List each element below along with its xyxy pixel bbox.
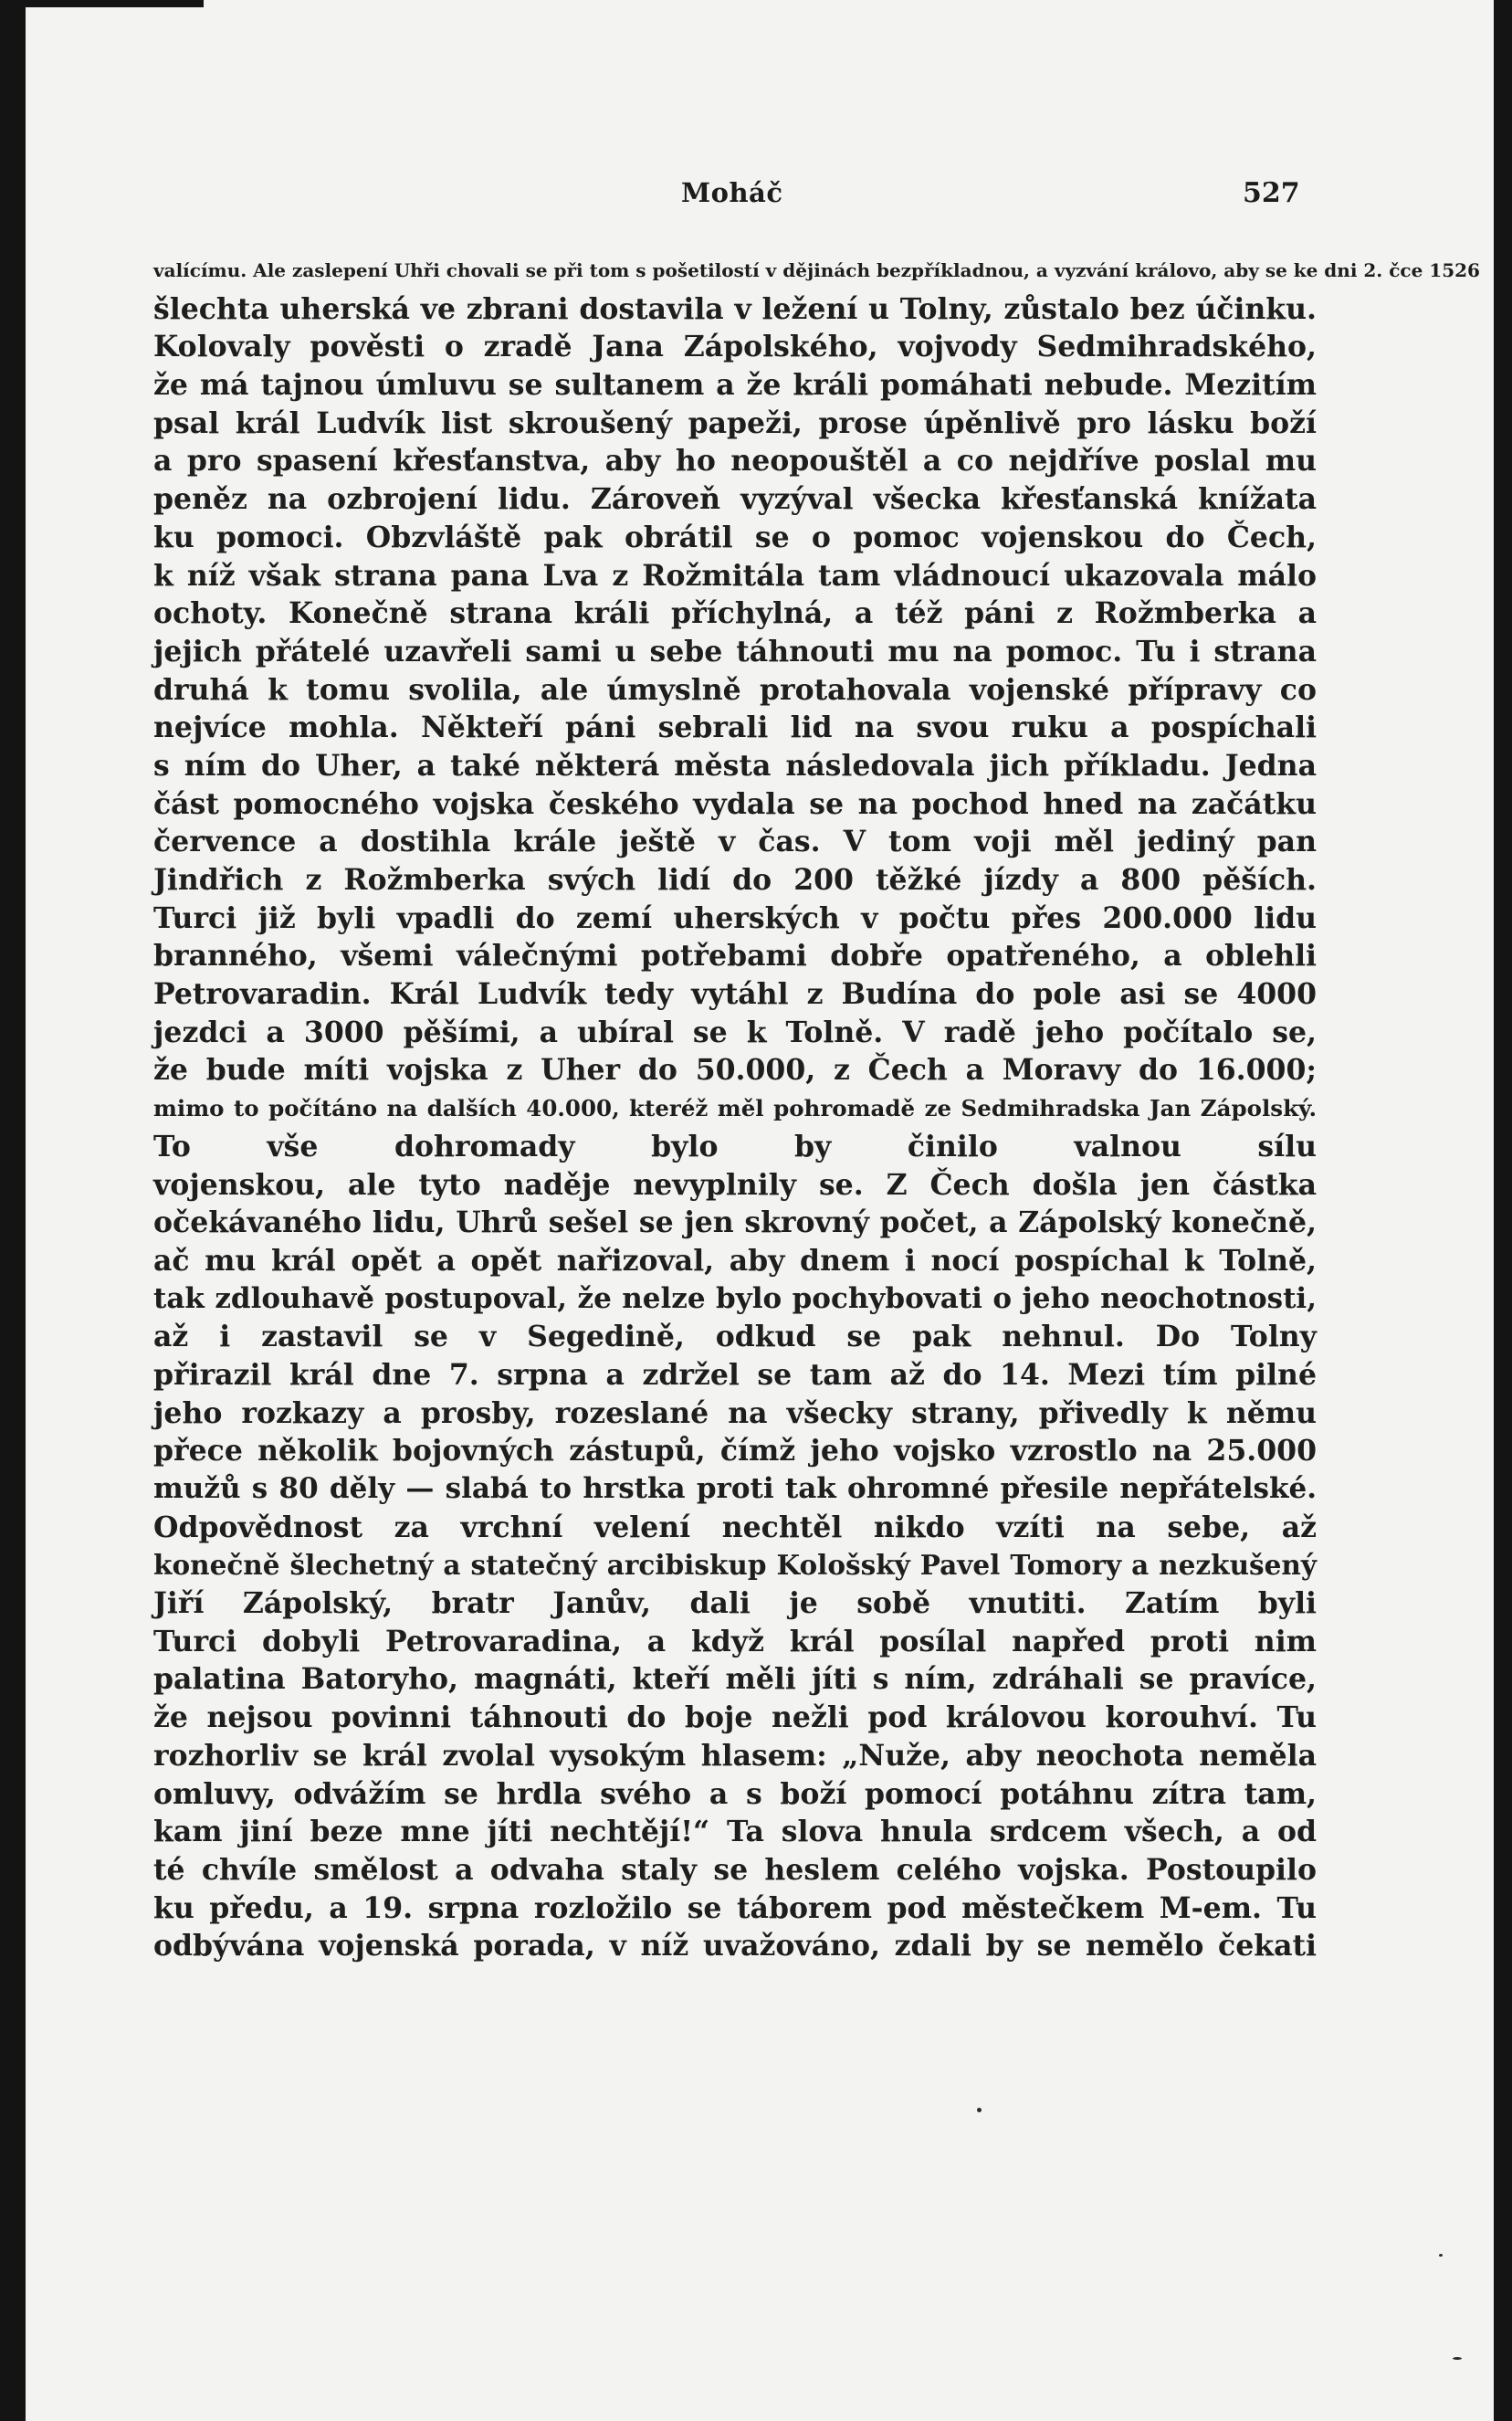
text-line: očekávaného lidu, Uhrů sešel se jen skrovný počet, a Zápolský konečně, [153,1205,1317,1240]
text-line: Turci již byli vpadli do zemí uherských v počtu přes 200.000 lidu [153,900,1317,935]
text-line: konečně šlechetný a statečný arcibiskup Kološský Pavel Tomory a nezkušený [153,1549,1317,1582]
text-line: ač mu král opět a opět nařizoval, aby dnem i nocí pospíchal k Tolně, [153,1243,1317,1278]
text-line: Kolovaly pověsti o zradě Jana Zápolského, vojvody Sedmihradského, [153,330,1317,364]
text-line: té chvíle smělost a odvaha staly se heslem celého vojska. Postoupilo [153,1852,1317,1887]
text-line: psal král Ludvík list skroušený papeži, prose úpěnlivě pro lásku boží [153,405,1317,440]
text-line: že bude míti vojska z Uher do 50.000, z Čech a Moravy do 16.000; [153,1053,1317,1088]
text-line: rozhorliv se král zvolal vysokým hlasem: „Nuže, aby neochota neměla [153,1738,1317,1773]
scan-speck [1439,2254,1443,2257]
text-line: července a dostihla krále ještě v čas. V tom voji měl jediný pan [153,825,1317,859]
text-line: kam jiní beze mne jíti nechtějí!“ Ta slova hnula srdcem všech, a od [153,1815,1317,1849]
text-line: palatina Batoryho, magnáti, kteří měli jíti s ním, zdráhali se pravíce, [153,1662,1317,1697]
running-head [26,177,1494,214]
text-line: část pomocného vojska českého vydala se na pochod hned na začátku [153,786,1317,821]
text-line: přece několik bojovných zástupů, čímž jeho vojsko vzrostlo na 25.000 [153,1434,1317,1468]
text-line: To vše dohromady bylo by činilo valnou sílu [153,1129,1317,1163]
text-line: Jindřich z Rožmberka svých lidí do 200 těžké jízdy a 800 pěších. [153,863,1317,897]
text-line: jeho rozkazy a prosby, rozeslané na všecky strany, přivedly k němu [153,1395,1317,1430]
scan-speck [977,2108,982,2112]
text-line: ku pomoci. Obzvláště pak obrátil se o pomoc vojenskou do Čech, [153,520,1317,554]
text-line: až i zastavil se v Segedině, odkud se pak nehnul. Do Tolny [153,1320,1317,1354]
text-line: a pro spasení křesťanstva, aby ho neopouštěl a co nejdříve poslal mu [153,444,1317,479]
text-line: šlechta uherská ve zbrani dostavila v ležení u Tolny, zůstalo bez účinku. [153,291,1317,326]
text-line: Odpovědnost za vrchní velení nechtěl nikdo vzíti na sebe, až [153,1510,1317,1544]
text-line: druhá k tomu svolila, ale úmyslně protahovala vojenské přípravy co [153,672,1317,707]
text-line: Turci dobyli Petrovaradina, a když král posílal napřed proti nim [153,1624,1317,1658]
text-line: ochoty. Konečně strana králi příchylná, a též páni z Rožmberka a [153,596,1317,631]
text-line: jezdci a 3000 pěšími, a ubíral se k Tolně. V radě jeho počítalo se, [153,1015,1317,1049]
body-text [153,252,1480,2079]
book-page [26,0,1494,2421]
text-line: mužů s 80 děly — slabá to hrstka proti tak ohromné přesile nepřátelské. [153,1472,1317,1505]
text-line: omluvy, odvážím se hrdla svého a s boží pomocí potáhnu zítra tam, [153,1776,1317,1811]
text-line: Jiří Zápolský, bratr Janův, dali je sobě vnutiti. Zatím byli [153,1586,1317,1621]
text-line: tak zdlouhavě postupoval, že nelze bylo pochybovati o jeho neochotnosti, [153,1281,1317,1315]
text-line: branného, všemi válečnými potřebami dobře opatřeného, a oblehli [153,939,1317,974]
text-line: že má tajnou úmluvu se sultanem a že králi pomáhati nebude. Mezitím [153,368,1317,403]
running-title: Moháč [681,177,783,208]
text-line: přirazil král dne 7. srpna a zdržel se tam až do 14. Mezi tím pilné [153,1357,1317,1392]
text-line: valícímu. Ale zaslepení Uhři chovali se při tom s pošetilostí v dějinách bezpříkladnou, a vyzvání královo, aby se ke dni 2. čce 1526 [153,259,1480,281]
text-line: jejich přátelé uzavřeli sami u sebe táhnouti mu na pomoc. Tu i strana [153,634,1317,668]
text-line: k níž však strana pana Lva z Rožmitála tam vládnoucí ukazovala málo [153,558,1317,593]
scan-speck [1453,2357,1462,2360]
text-line: mimo to počítáno na dalších 40.000, kteréž měl pohromadě ze Sedmihradska Jan Zápolský. [153,1095,1317,1122]
text-line: Petrovaradin. Král Ludvík tedy vytáhl z Budína do pole asi se 4000 [153,977,1317,1012]
text-line: vojenskou, ale tyto naděje nevyplnily se. Z Čech došla jen částka [153,1167,1317,1202]
text-line: ku předu, a 19. srpna rozložilo se táborem pod městečkem M-em. Tu [153,1890,1317,1925]
text-line: že nejsou povinni táhnouti do boje nežli pod královou korouhví. Tu [153,1700,1317,1735]
text-line: nejvíce mohla. Někteří páni sebrali lid na svou ruku a pospíchali [153,711,1317,745]
text-line: s ním do Uher, a také některá města následovala jich příkladu. Jedna [153,748,1317,783]
text-line: peněz na ozbrojení lidu. Zároveň vyzýval všecka křesťanská knížata [153,482,1317,517]
page-number: 527 [1243,177,1300,209]
scan-border [26,0,204,7]
text-line: odbývána vojenská porada, v níž uvažováno, zdali by se nemělo čekati [153,1929,1317,1963]
